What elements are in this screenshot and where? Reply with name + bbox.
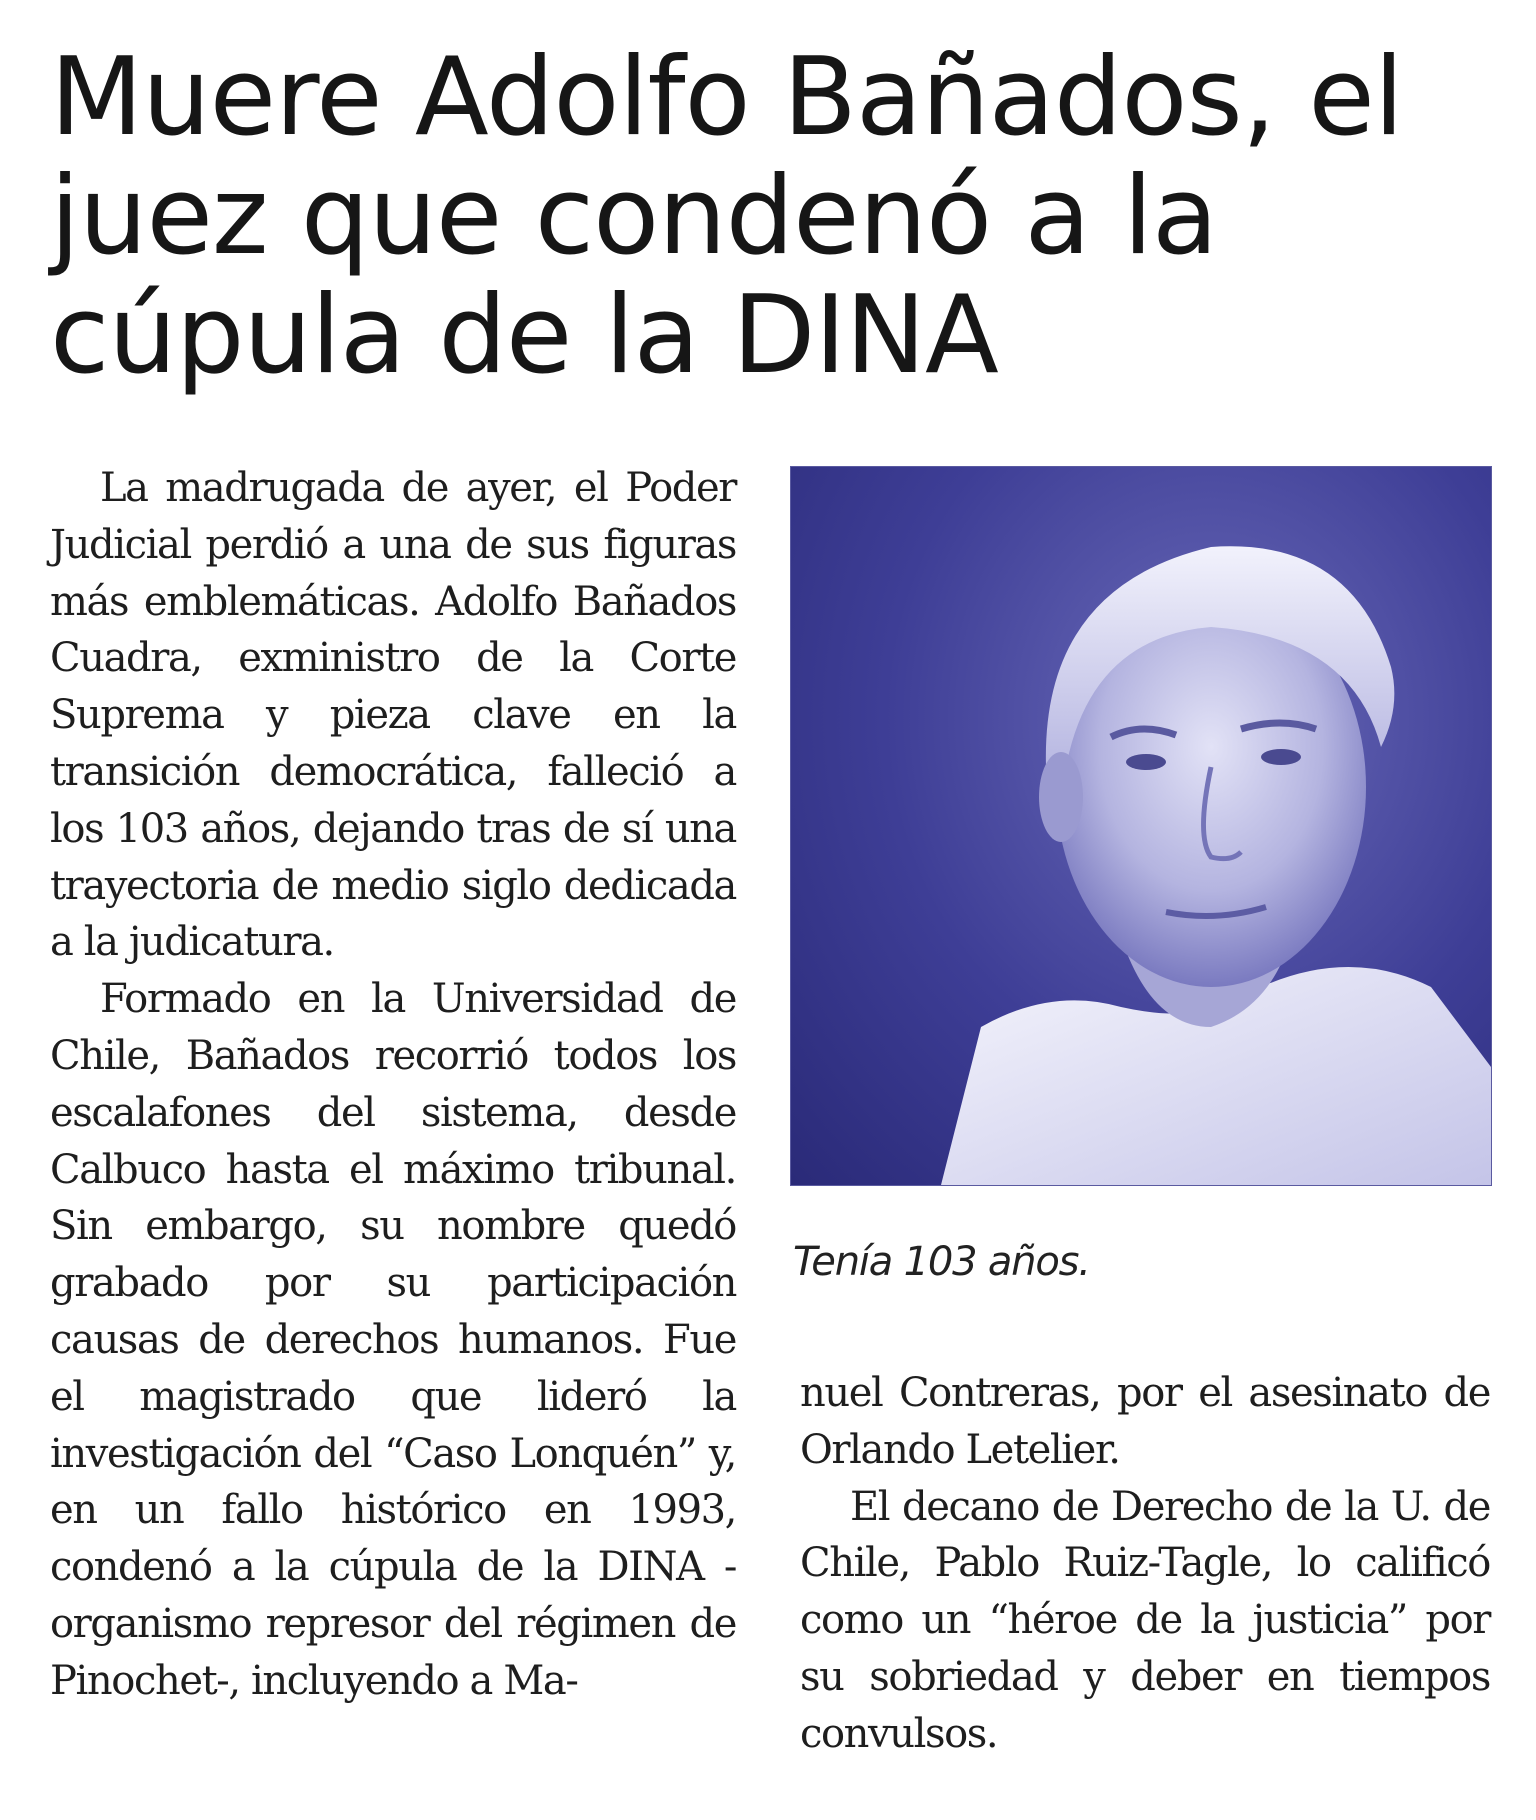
paragraph-1: La madrugada de ayer, el Poder Judicial perdió a una de sus figuras más emblemáticas. Adolfo Bañados Cuadra, exministro de la Corte Suprema y pieza clave en la transición democrática, falleció a los 103 años, dejando tras de sí una trayectoria de medio siglo dedicada a la judicatura. xyxy=(50,465,736,966)
headline: Muere Adolfo Bañados, el juez que condenó a la cúpula de la DINA xyxy=(50,35,1403,398)
paragraph-2-continued: nuel Contreras, por el asesinato de Orlando Letelier. xyxy=(800,1370,1490,1473)
left-column xyxy=(50,460,736,1710)
portrait-photo xyxy=(790,466,1492,1186)
portrait-illustration xyxy=(791,467,1491,1185)
paragraph-3: El decano de Derecho de la U. de Chile, Pablo Ruiz-Tagle, lo calificó como un “héroe de la justicia” por su sobriedad y deber en tiempos convulsos. xyxy=(800,1483,1490,1757)
photo-caption: Tenía 103 años. xyxy=(793,1239,1090,1285)
paragraph-2: Formado en la Universidad de Chile, Bañados recorrió todos los escalafones del sistema, desde Calbuco hasta el máximo tribunal. Sin embargo, su nombre quedó grabado por su participación causas de derechos humanos. Fue el magistrado que lideró la investigación del “Caso Lonquén” y, en un fallo histórico en 1993, condenó a la cúpula de la DINA - organismo represor del régimen de Pinochet-, incluyendo a Ma- xyxy=(50,976,736,1704)
right-column xyxy=(800,1365,1490,1763)
